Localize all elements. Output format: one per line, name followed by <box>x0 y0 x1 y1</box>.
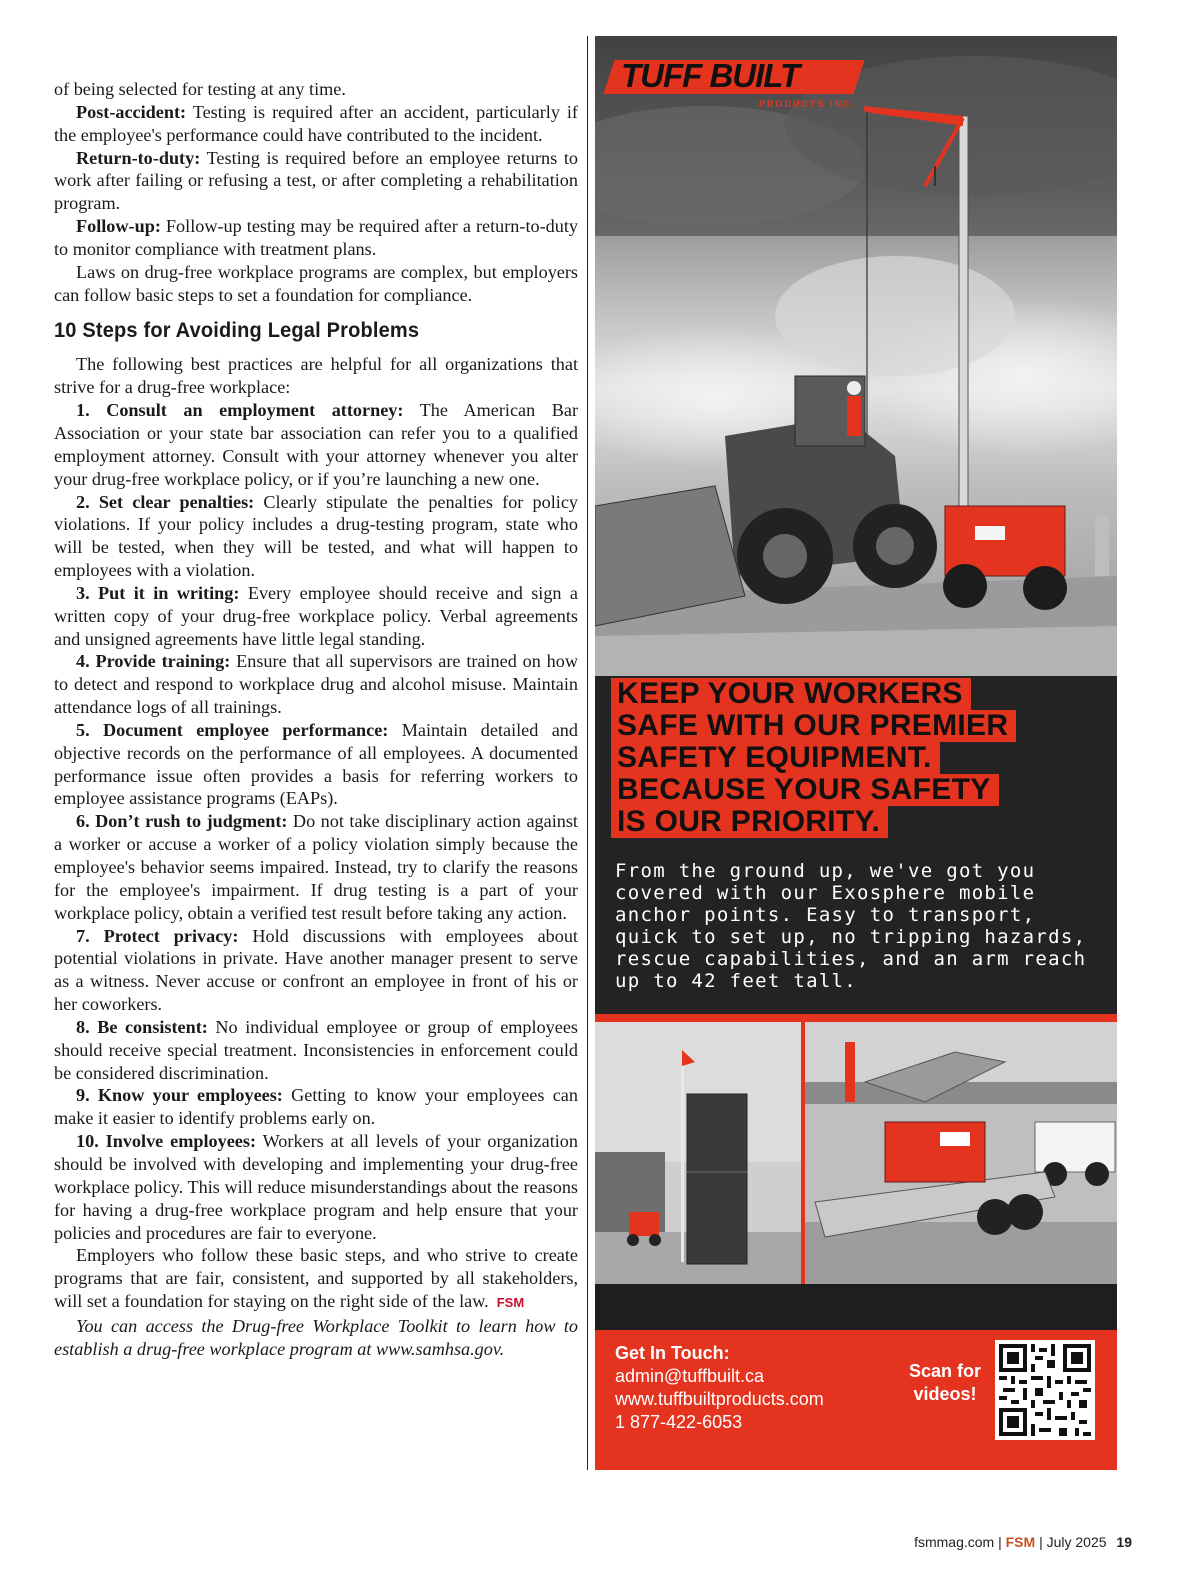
logo-wordmark: TUFF BUILT <box>621 57 800 94</box>
step-8-text: No individual employee or group of employees should receive special treatment. Inconsistencies in enforcement could be considered discrimination. <box>54 1016 578 1083</box>
step-5 <box>54 719 578 810</box>
step-4 <box>54 650 578 719</box>
contact-phone[interactable]: 1 877-422-6053 <box>615 1412 743 1432</box>
ad-red-rule <box>595 1014 1117 1022</box>
step-1-term: 1. Consult an employment attorney: <box>76 400 404 421</box>
closing-text: Employers who follow these basic steps, and who strive to create programs that are fair, consistent, and supported by all stakeholders, will set a foundation for staying on the right side of the law. <box>54 1245 578 1312</box>
step-8-term: 8. Be consistent: <box>76 1016 208 1037</box>
footer-separator-1: | <box>998 1534 1002 1550</box>
step-10-text: Workers at all levels of your organization should be involved with developing and implementing your drug-free workplace policy. This will reduce misunderstandings about the reasons for having a drug-free workplace program and help ensure that your policies and procedures are fair to everyone. <box>54 1131 578 1243</box>
tuffbuilt-logo[interactable] <box>609 52 859 112</box>
footer-site[interactable]: fsmmag.com <box>914 1534 995 1550</box>
contact-email[interactable]: admin@tuffbuilt.ca <box>615 1366 765 1386</box>
section-heading: 10 Steps for Avoiding Legal Problems <box>54 318 420 343</box>
page-number: 19 <box>1116 1534 1132 1550</box>
qr-pattern <box>999 1344 1091 1436</box>
footer-brand: FSM <box>1005 1534 1036 1550</box>
footer-separator-2: | <box>1039 1534 1043 1550</box>
step-5-term: 5. Document employee performance: <box>76 719 389 740</box>
headline-line-1: KEEP YOUR WORKERS <box>611 678 971 710</box>
step-9-term: 9. Know your employees: <box>76 1085 283 1106</box>
text-post-accident: Testing is required after an accident, particularly if the employee's performance could have contributed to the incident. <box>54 101 578 145</box>
step-2-term: 2. Set clear penalties: <box>76 491 255 512</box>
step-7-text: Hold discussions with employees about potential violations in private. Have another manager present to serve as a witness. Never accuse or confront an employee in front of his or her coworkers. <box>54 925 578 1015</box>
paragraph-closing <box>54 1244 578 1315</box>
ad-hero-photo <box>595 36 1117 676</box>
step-6 <box>54 810 578 924</box>
step-1-text: The American Bar Association or your state bar association can refer you to a qualified employment attorney. Consult with your attorney whenever you alter your drug-free workplace policy, or if you’re launching a new one. <box>54 400 579 489</box>
paragraph-continuation: of being selected for testing at any time. <box>54 79 346 99</box>
step-7 <box>54 925 578 1016</box>
step-10-term: 10. Involve employees: <box>76 1131 257 1152</box>
step-6-term: 6. Don’t rush to judgment: <box>76 811 288 832</box>
contact-details <box>615 1342 824 1434</box>
trailer-anchor-illustration <box>805 1022 1117 1284</box>
text-return-to-duty: Testing is required before an employee returns to work after failing or refusing a test, or after completing a rehabilitation program. <box>54 147 578 214</box>
step-9 <box>54 1084 578 1130</box>
ad-dark-band <box>595 1284 1117 1330</box>
article-column <box>54 78 578 1361</box>
container-anchor-illustration <box>595 1022 801 1284</box>
step-3-text: Every employee should receive and sign a written copy of your drug-free workplace policy. Verbal agreements and unsigned agreements have little legal standing. <box>54 582 578 649</box>
step-4-text: Ensure that all supervisors are trained on how to detect and respond to workplace drug and alcohol misuse. Maintain attendance logs of all trainings. <box>54 651 578 718</box>
contact-heading: Get In Touch: <box>615 1343 730 1363</box>
paragraph-return-to-duty <box>54 147 578 216</box>
step-1 <box>54 399 578 490</box>
step-5-text: Maintain detailed and objective records on the performance of all employees. A documented performance issue often provides a basis for referring workers to employee assistance programs (EAPs). <box>54 719 578 809</box>
hero-illustration <box>595 36 1117 676</box>
ad-headline <box>611 678 1016 838</box>
term-return-to-duty: Return-to-duty: <box>76 147 201 168</box>
ad-message-panel <box>595 676 1117 1014</box>
step-10 <box>54 1130 578 1244</box>
paragraph-intro: The following best practices are helpful for all organizations that strive for a drug-free workplace: <box>54 354 578 398</box>
step-7-term: 7. Protect privacy: <box>76 925 239 946</box>
step-2 <box>54 491 578 582</box>
scan-label: Scan for videos! <box>908 1361 982 1404</box>
qr-code-icon[interactable] <box>995 1340 1095 1440</box>
ad-body-copy: From the ground up, we've got you covered with our Exosphere mobile anchor points. Easy to transport, quick to set up, no tripping hazards, rescue capabilities, and an arm reach up to 42 feet tall. <box>615 860 1087 992</box>
page-footer <box>914 1534 1132 1550</box>
term-follow-up: Follow-up: <box>76 216 161 237</box>
step-8 <box>54 1016 578 1085</box>
headline-line-5: IS OUR PRIORITY. <box>611 806 888 838</box>
text-follow-up: Follow-up testing may be required after a return-to-duty to monitor compliance with treatment plans. <box>54 216 578 259</box>
tuffbuilt-advertisement[interactable] <box>595 36 1117 1470</box>
headline-line-2: SAFE WITH OUR PREMIER <box>611 710 1016 742</box>
step-3-term: 3. Put it in writing: <box>76 582 240 603</box>
fsm-end-mark: FSM <box>496 1295 525 1311</box>
step-9-text: Getting to know your employees can make it easier to identify problems early on. <box>54 1085 578 1129</box>
contact-website[interactable]: www.tuffbuiltproducts.com <box>615 1389 824 1409</box>
paragraph-post-accident <box>54 101 578 147</box>
toolkit-note: You can access the Drug-free Workplace Toolkit to learn how to establish a drug-free workplace program at www.samhsa.gov. <box>54 1315 578 1359</box>
product-photo-trailer <box>805 1022 1117 1284</box>
headline-line-4: BECAUSE YOUR SAFETY <box>611 774 999 806</box>
step-4-term: 4. Provide training: <box>76 651 231 672</box>
paragraph-follow-up <box>54 215 578 261</box>
step-6-text: Do not take disciplinary action against a worker or accuse a worker of a policy violation simply because the employee's behavior seems impaired. Instead, try to clarify the reasons for the employee's impairment. If drug testing is a part of your workplace policy, obtain a verified test result before taking any action. <box>54 811 578 923</box>
term-post-accident: Post-accident: <box>76 101 187 122</box>
headline-line-3: SAFETY EQUIPMENT. <box>611 742 940 774</box>
footer-issue: July 2025 <box>1046 1534 1107 1550</box>
ad-contact-panel <box>595 1330 1117 1470</box>
logo-subtitle: PRODUCTS INC. <box>759 99 857 109</box>
step-2-text: Clearly stipulate the penalties for policy violations. If your policy includes a drug-testing program, state who will be tested, when they will be tested, and what will happen to employees with a violation. <box>54 491 579 581</box>
product-photo-container <box>595 1022 801 1284</box>
paragraph-laws: Laws on drug-free workplace programs are complex, but employers can follow basic steps to set a foundation for compliance. <box>54 261 578 305</box>
step-3 <box>54 582 578 651</box>
ad-product-photos <box>595 1022 1117 1284</box>
column-divider <box>587 36 588 1470</box>
